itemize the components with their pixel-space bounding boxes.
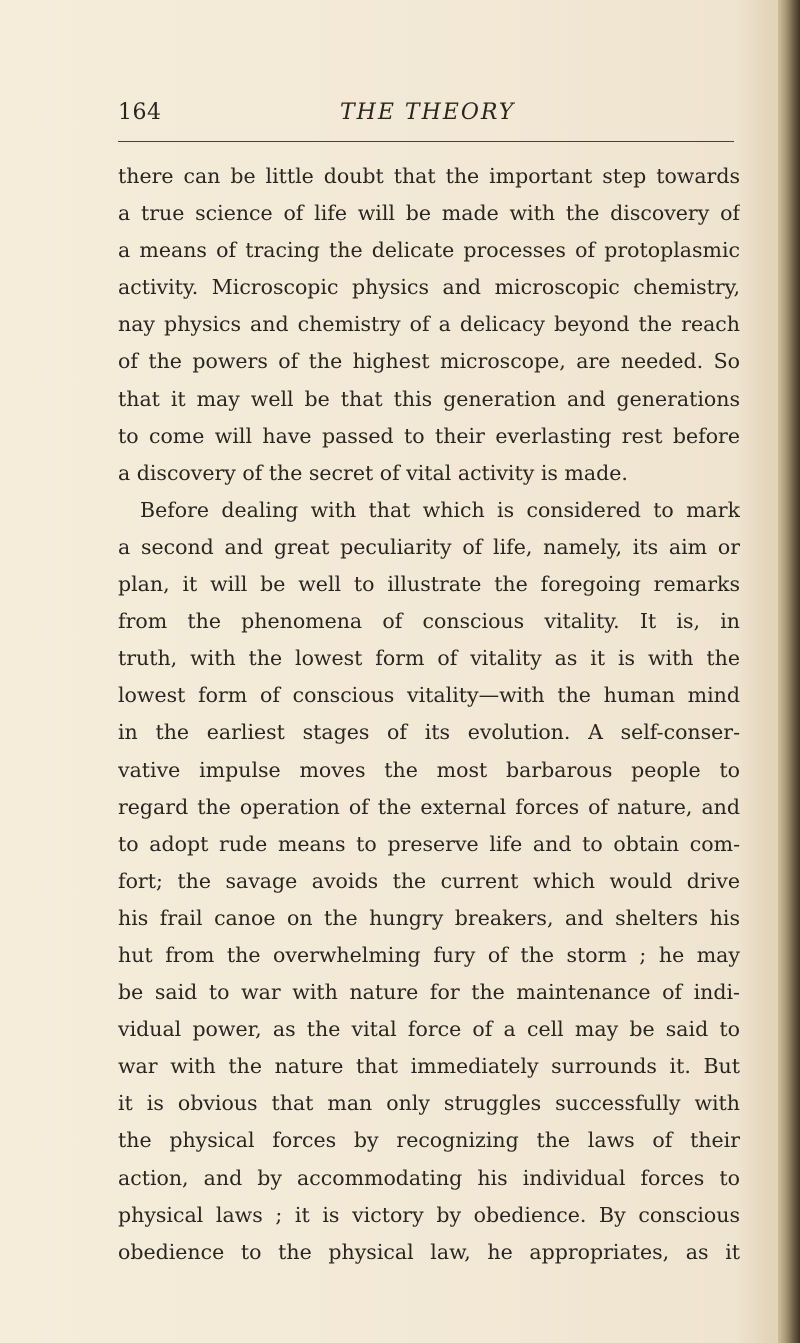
text-line: his frail canoe on the hungry breakers, and shelters his <box>118 905 740 930</box>
text-line: plan, it will be well to illustrate the foregoing remarks <box>118 572 740 597</box>
text-line: a discovery of the secret of vital activity is made. <box>118 460 628 485</box>
text-line: the physical forces by recognizing the laws of their <box>118 1128 740 1153</box>
text-line: be said to war with nature for the maintenance of indi- <box>118 980 740 1005</box>
text-line: that it may well be that this generation and generations <box>118 386 740 411</box>
text-line: truth, with the lowest form of vitality as it is with the <box>118 646 740 671</box>
text-line: activity. Microscopic physics and microscopic chemistry, <box>118 275 740 300</box>
text-line: obedience to the physical law, he appropriates, as it <box>118 1239 740 1264</box>
text-line: action, and by accommodating his individual forces to <box>118 1165 740 1190</box>
text-line: a means of tracing the delicate processes of protoplasmic <box>118 238 740 263</box>
text-line: war with the nature that immediately surrounds it. But <box>118 1054 740 1079</box>
text-line: vidual power, as the vital force of a cell may be said to <box>118 1017 740 1042</box>
text-line: from the phenomena of conscious vitality. It is, in <box>118 609 740 634</box>
running-head: THE THEORY <box>340 100 516 125</box>
text-line: a second and great peculiarity of life, namely, its aim or <box>118 534 740 559</box>
text-line: fort; the savage avoids the current which would drive <box>118 868 740 893</box>
page-header <box>118 100 738 134</box>
text-line: Before dealing with that which is considered to mark <box>140 497 740 522</box>
text-line: there can be little doubt that the important step towards <box>118 164 740 188</box>
text-line: in the earliest stages of its evolution. A self-conser- <box>118 720 740 745</box>
page-edge-shadow <box>778 0 800 1343</box>
text-line: it is obvious that man only struggles successfully with <box>118 1091 740 1116</box>
text-line: to come will have passed to their everlasting rest before <box>118 423 740 448</box>
text-line: regard the operation of the external forces of nature, and <box>118 794 740 819</box>
body-text <box>118 158 740 1271</box>
page-number: 164 <box>118 100 162 125</box>
text-line: a true science of life will be made with the discovery of <box>118 201 740 226</box>
text-line: lowest form of conscious vitality—with the human mind <box>118 683 740 708</box>
text-line: hut from the overwhelming fury of the storm ; he may <box>118 942 740 967</box>
text-line: to adopt rude means to preserve life and to obtain com- <box>118 831 740 856</box>
text-line: of the powers of the highest microscope, are needed. So <box>118 349 740 374</box>
header-rule <box>118 141 734 142</box>
text-line: physical laws ; it is victory by obedience. By conscious <box>118 1202 740 1227</box>
text-line: vative impulse moves the most barbarous people to <box>118 757 740 782</box>
text-line: nay physics and chemistry of a delicacy beyond the reach <box>118 312 740 337</box>
